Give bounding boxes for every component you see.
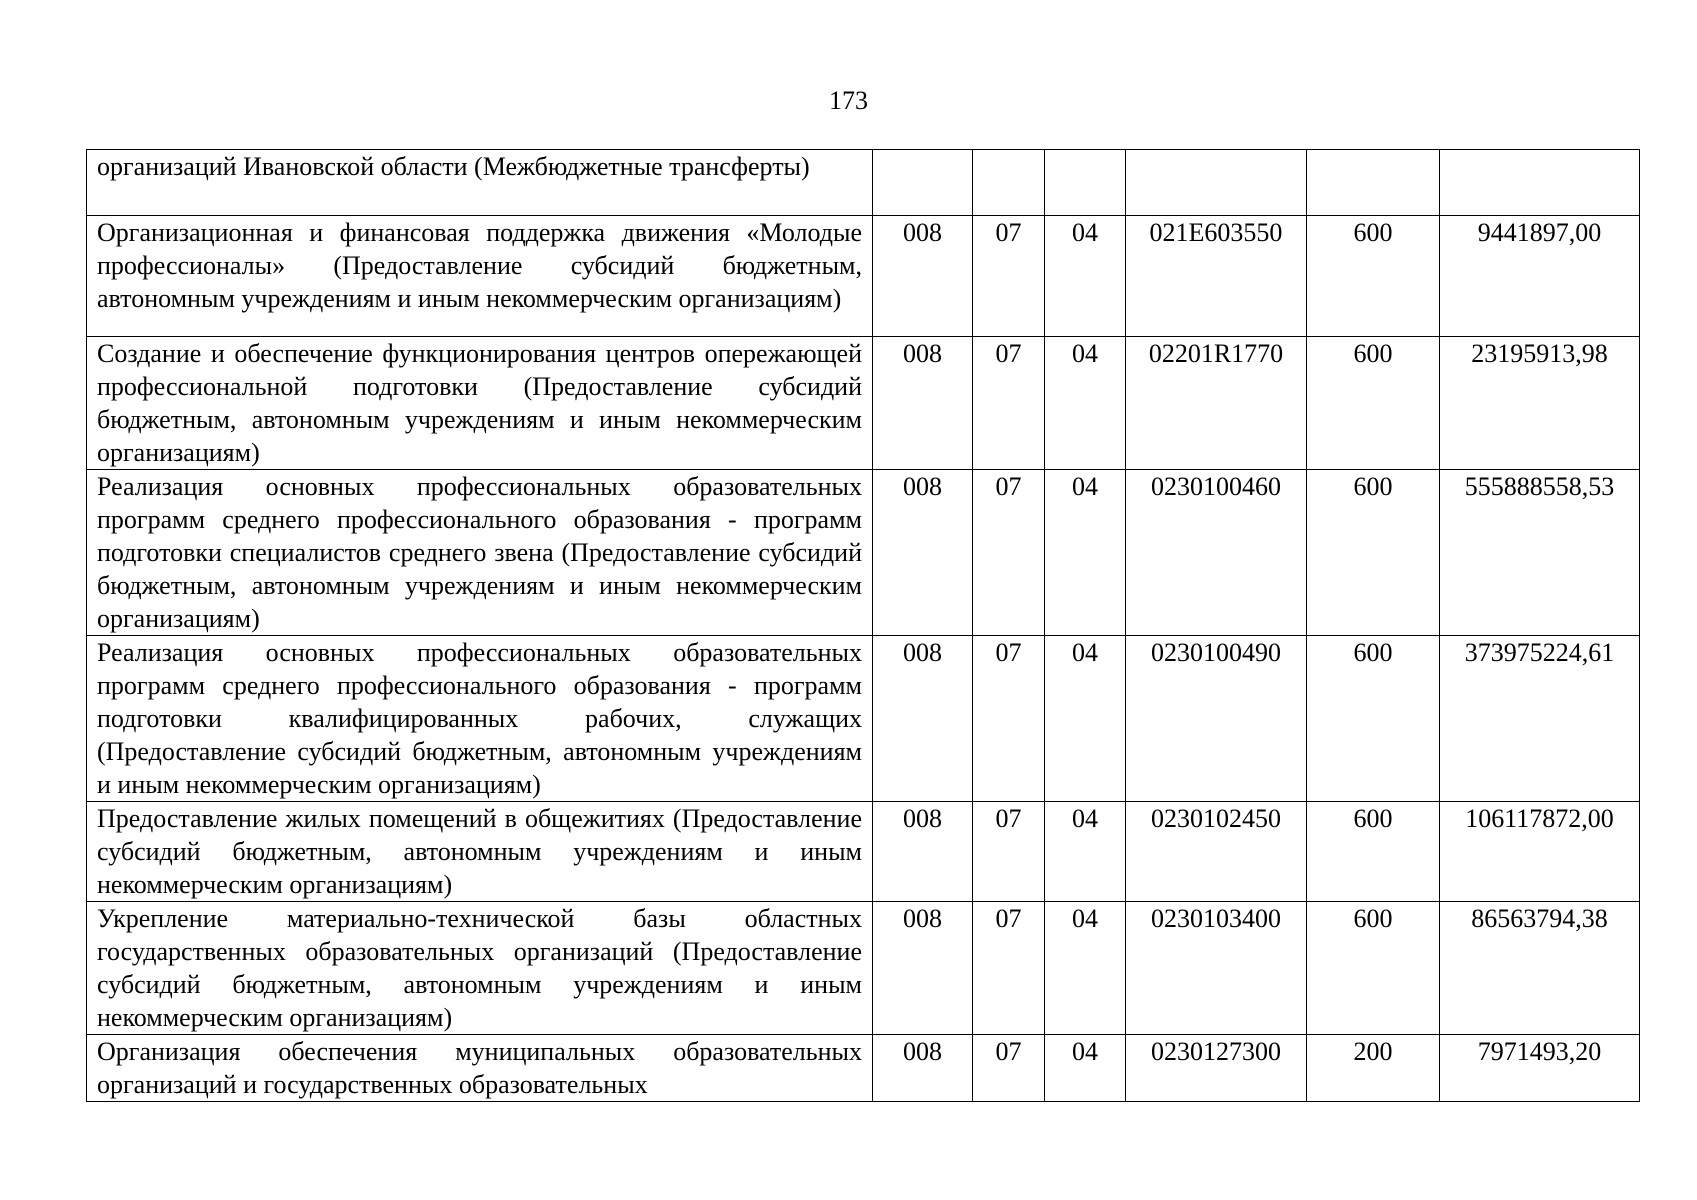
row-target-article: 0230103400: [1126, 902, 1307, 1035]
row-description: [87, 1035, 873, 1102]
row-subsection-code: 04: [1045, 337, 1126, 470]
row-expense-type: 200: [1307, 1035, 1440, 1102]
row-description-text: Организационная и финансовая поддержка движения «Молодые профессионалы» (Предоставление субсидий бюджетным, автономным учреждениям и иным некоммерческим организациям): [97, 218, 862, 313]
page-number: 173: [829, 86, 868, 115]
row-description: [87, 216, 873, 337]
row-amount: 9441897,00: [1440, 216, 1640, 337]
row-subsection-code: 04: [1045, 1035, 1126, 1102]
table-row: [87, 150, 1640, 216]
row-expense-type: 600: [1307, 636, 1440, 802]
row-amount: 7971493,20: [1440, 1035, 1640, 1102]
row-section-code: 07: [973, 470, 1045, 636]
row-description: [87, 470, 873, 636]
row-subsection-code: 04: [1045, 470, 1126, 636]
row-expense-type: 600: [1307, 216, 1440, 337]
row-ministry-code: 008: [873, 902, 973, 1035]
table-row: [87, 216, 1640, 337]
row-description: [87, 802, 873, 902]
row-description: [87, 337, 873, 470]
row-description-text: Предоставление жилых помещений в общежитиях (Предоставление субсидий бюджетным, автономным учреждениям и иным некоммерческим организациям): [97, 804, 862, 899]
row-target-article: 0230100490: [1126, 636, 1307, 802]
row-amount: 373975224,61: [1440, 636, 1640, 802]
row-description-text: организаций Ивановской области (Межбюджетные трансферты): [97, 152, 810, 181]
row-description: [87, 150, 873, 216]
row-section-code: 07: [973, 337, 1045, 470]
row-target-article: 0230100460: [1126, 470, 1307, 636]
row-subsection-code: 04: [1045, 636, 1126, 802]
row-section-code: 07: [973, 802, 1045, 902]
row-subsection-code: 04: [1045, 902, 1126, 1035]
row-target-article: 0230127300: [1126, 1035, 1307, 1102]
row-amount: 23195913,98: [1440, 337, 1640, 470]
row-description: [87, 636, 873, 802]
row-expense-type: 600: [1307, 902, 1440, 1035]
row-ministry-code: 008: [873, 636, 973, 802]
table-row: [87, 470, 1640, 636]
row-amount: [1440, 150, 1640, 216]
table-row: [87, 1035, 1640, 1102]
row-ministry-code: 008: [873, 337, 973, 470]
table-row: [87, 337, 1640, 470]
row-subsection-code: [1045, 150, 1126, 216]
row-description: [87, 902, 873, 1035]
row-ministry-code: 008: [873, 470, 973, 636]
table-row: [87, 902, 1640, 1035]
row-subsection-code: 04: [1045, 802, 1126, 902]
row-subsection-code: 04: [1045, 216, 1126, 337]
row-ministry-code: 008: [873, 216, 973, 337]
row-section-code: 07: [973, 216, 1045, 337]
row-expense-type: 600: [1307, 802, 1440, 902]
budget-table: [86, 149, 1640, 1102]
row-ministry-code: [873, 150, 973, 216]
row-target-article: [1126, 150, 1307, 216]
table-body: [87, 150, 1640, 1102]
row-section-code: 07: [973, 1035, 1045, 1102]
row-description-text: Создание и обеспечение функционирования центров опережающей профессиональной подготовки (Предоставление субсидий бюджетным, автономным учреждениям и иным некоммерческим организациям): [97, 339, 862, 467]
table-row: [87, 636, 1640, 802]
row-amount: 106117872,00: [1440, 802, 1640, 902]
row-target-article: 02201R1770: [1126, 337, 1307, 470]
row-expense-type: [1307, 150, 1440, 216]
row-target-article: 021E603550: [1126, 216, 1307, 337]
row-description-text: Реализация основных профессиональных образовательных программ среднего профессионального образования - программ подготовки специалистов среднего звена (Предоставление субсидий бюджетным, автономным учреждениям и иным некоммерческим организациям): [97, 472, 862, 633]
row-expense-type: 600: [1307, 337, 1440, 470]
row-amount: 555888558,53: [1440, 470, 1640, 636]
row-section-code: [973, 150, 1045, 216]
row-description-text: Укрепление материально-технической базы областных государственных образовательных организаций (Предоставление субсидий бюджетным, автономным учреждениям и иным некоммерческим организациям): [97, 904, 862, 1032]
table-row: [87, 802, 1640, 902]
row-ministry-code: 008: [873, 1035, 973, 1102]
row-ministry-code: 008: [873, 802, 973, 902]
row-amount: 86563794,38: [1440, 902, 1640, 1035]
row-description-text: Организация обеспечения муниципальных образовательных организаций и государственных образовательных: [97, 1037, 862, 1099]
row-target-article: 0230102450: [1126, 802, 1307, 902]
row-description-text: Реализация основных профессиональных образовательных программ среднего профессионального образования - программ подготовки квалифицированных рабочих, служащих (Предоставление субсидий бюджетным, автономным учреждениям и иным некоммерческим организациям): [97, 638, 862, 799]
row-section-code: 07: [973, 636, 1045, 802]
row-expense-type: 600: [1307, 470, 1440, 636]
row-section-code: 07: [973, 902, 1045, 1035]
